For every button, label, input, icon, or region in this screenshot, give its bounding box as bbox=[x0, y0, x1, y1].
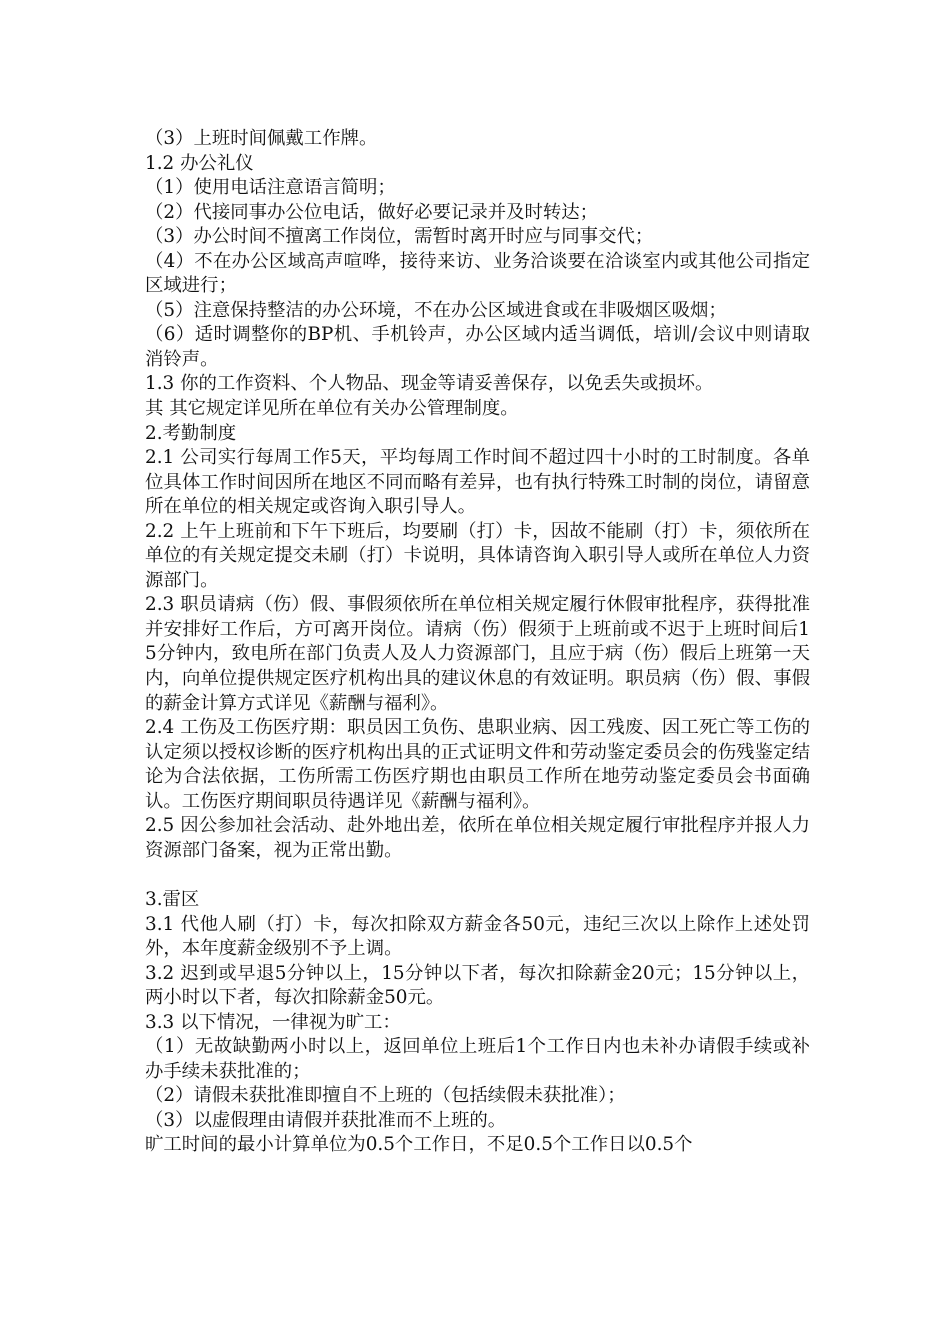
list-item: （2）请假未获批准即擅自不上班的（包括续假未获批准）； bbox=[145, 1085, 626, 1107]
list-item: （3）办公时间不擅离工作岗位，需暂时离开时应与同事交代； bbox=[145, 226, 654, 248]
list-item: （5）注意保持整洁的办公环境，不在办公区域进食或在非吸烟区吸烟； bbox=[145, 299, 727, 321]
list-item: （3）以虚假理由请假并获批准而不上班的。 bbox=[145, 1109, 507, 1131]
blank-line bbox=[145, 863, 810, 888]
document-body bbox=[145, 127, 810, 1158]
paragraph: 2.5 因公参加社会活动、赴外地出差，依所在单位相关规定履行审批程序并报人力资源部门备案，视为正常出勤。 bbox=[145, 815, 810, 861]
list-item: （2）代接同事办公位电话，做好必要记录并及时转达； bbox=[145, 201, 599, 223]
list-item: （1）使用电话注意语言简明； bbox=[145, 177, 396, 199]
paragraph: 3.1 代他人刷（打）卡，每次扣除双方薪金各50元，违纪三次以上除作上述处罚外，本年度薪金级别不予上调。 bbox=[145, 913, 810, 960]
list-item: （1）无故缺勤两小时以上，返回单位上班后1个工作日内也未补办请假手续或补办手续未获批准的； bbox=[145, 1036, 810, 1082]
paragraph: 2.1 公司实行每周工作5天，平均每周工作时间不超过四十小时的工时制度。各单位具体工作时间因所在地区不同而略有差异，也有执行特殊工时制的岗位，请留意所在单位的相关规定或咨询入职引导人。 bbox=[145, 447, 810, 518]
section-heading: 2.考勤制度 bbox=[145, 422, 237, 444]
paragraph: 3.2 迟到或早退5分钟以上，15分钟以下者，每次扣除薪金20元；15分钟以上，两小时以下者，每次扣除薪金50元。 bbox=[145, 962, 810, 1009]
paragraph: 其 其它规定详见所在单位有关办公管理制度。 bbox=[145, 398, 519, 420]
paragraph: 2.3 职员请病（伤）假、事假须依所在单位相关规定履行休假审批程序，获得批准并安排好工作后，方可离开岗位。请病（伤）假须于上班前或不迟于上班时间后15分钟内，致电所在部门负责人及人力资源部门，且应于病（伤）假后上班第一天内，向单位提供规定医疗机构出具的建议休息的有效证明。职员病（伤）假、事假的薪金计算方式详见《薪酬与福利》。 bbox=[145, 594, 810, 714]
paragraph: 3.3 以下情况，一律视为旷工： bbox=[145, 1011, 401, 1033]
paragraph: 旷工时间的最小计算单位为0.5个工作日，不足0.5个工作日以0.5个 bbox=[145, 1134, 693, 1156]
paragraph: 2.4 工伤及工伤医疗期：职员因工负伤、患职业病、因工残废、因工死亡等工伤的认定须以授权诊断的医疗机构出具的正式证明文件和劳动鉴定委员会的伤残鉴定结论为合法依据，工伤所需工伤医疗期也由职员工作所在地劳动鉴定委员会书面确认。工伤医疗期间职员待遇详见《薪酬与福利》。 bbox=[145, 717, 810, 812]
list-item: （3）上班时间佩戴工作牌。 bbox=[145, 128, 378, 149]
section-heading: 3.雷区 bbox=[145, 888, 200, 910]
section-heading: 1.2 办公礼仪 bbox=[145, 152, 254, 174]
paragraph: 2.2 上午上班前和下午下班后，均要刷（打）卡，因故不能刷（打）卡，须依所在单位的有关规定提交未刷（打）卡说明，具体请咨询入职引导人或所在单位人力资源部门。 bbox=[145, 520, 810, 591]
list-item: （6）适时调整你的BP机、手机铃声，办公区域内适当调低，培训/会议中则请取消铃声。 bbox=[145, 324, 810, 370]
paragraph: 1.3 你的工作资料、个人物品、现金等请妥善保存，以免丢失或损坏。 bbox=[145, 373, 714, 395]
list-item: （4）不在办公区域高声喧哗，接待来访、业务洽谈要在洽谈室内或其他公司指定区域进行； bbox=[145, 250, 810, 297]
